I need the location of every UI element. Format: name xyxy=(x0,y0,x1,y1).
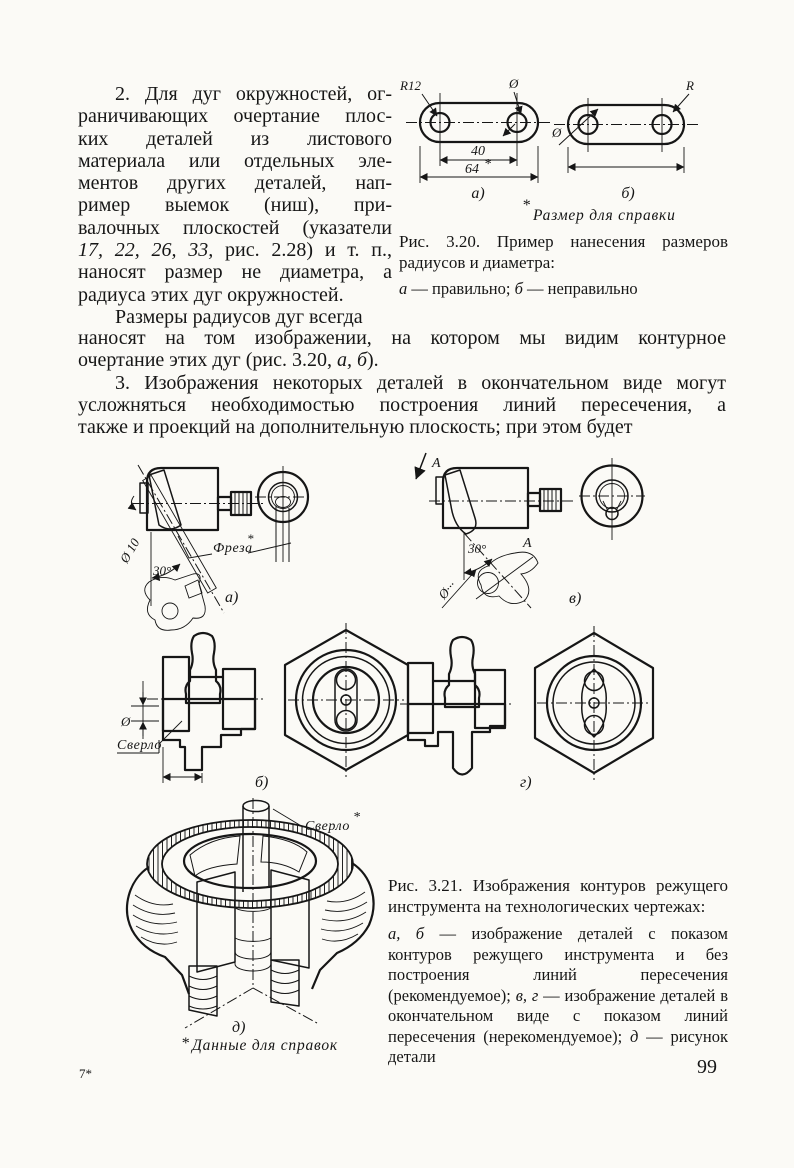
reference-note xyxy=(522,197,676,224)
legend-text: — изображение деталей в окончательном виде с показом линий пересечения (нерекомендуемое); xyxy=(388,985,728,1046)
body-line-rest: рис. 2.28) и т. п., xyxy=(213,239,392,262)
diameter-10-label: Ø 10 xyxy=(116,535,143,566)
legend-key-d: д xyxy=(630,1026,639,1046)
body-line-pre: очертание этих дуг (рис. 3.20, xyxy=(78,349,337,372)
plate-a-drawing xyxy=(399,76,552,202)
page-number: 99 xyxy=(697,1056,717,1078)
legend-key-vg: в, г xyxy=(515,985,539,1005)
dimension-40: 40 xyxy=(471,144,485,159)
body-line: 2. Для дуг окружностей, ог- xyxy=(115,83,392,105)
subfigure-d-3d-drawing xyxy=(127,798,373,1054)
paragraph-column xyxy=(78,83,392,328)
note-reference-data: Данные для справок xyxy=(192,1037,338,1054)
body-line: усложняться необходимостью построения линий пересечения, а xyxy=(78,393,726,416)
body-line: радиуса этих дуг окружностей. xyxy=(78,283,344,306)
subfigure-label-d: д) xyxy=(232,1019,246,1036)
subfigure-label-b: б) xyxy=(621,185,635,202)
subfigure-label-b: б) xyxy=(255,774,269,791)
figure-3-21-caption xyxy=(388,876,728,1068)
radius-label-r: R xyxy=(686,78,694,93)
body-line: Размеры радиусов дуг всегда xyxy=(115,305,363,328)
note-reference-size: Размер для справки xyxy=(533,207,676,224)
body-line xyxy=(78,239,392,261)
figure-pointers: 17, 22, 26, 33, xyxy=(78,239,214,262)
dimension-64: 64 xyxy=(465,162,479,177)
note-asterisk: * xyxy=(181,1035,189,1052)
legend-text: — правильно; xyxy=(407,279,515,298)
diameter-symbol: Ø xyxy=(509,76,519,91)
angle-30-label: 30° xyxy=(468,541,487,556)
body-line: наносят на том изображении, на котором мы видим контурное xyxy=(78,327,726,349)
subfigure-label-a: а) xyxy=(225,589,239,606)
subfigure-label-a: а) xyxy=(471,185,485,202)
body-line: материала или отдельных эле- xyxy=(78,149,392,172)
cutter-asterisk: * xyxy=(247,531,254,546)
legend-text: — рисунок детали xyxy=(388,1026,728,1066)
body-line: раничивающих очертание плос- xyxy=(78,105,392,128)
drill-label: Сверло xyxy=(117,738,162,753)
body-line-post: ). xyxy=(367,349,379,372)
caption-head: Рис. 3.21. Изображения контуров режущего инструмента на технологических чертежах: xyxy=(388,876,728,916)
figure-pointers: а, б xyxy=(336,349,368,372)
legend-text: — неправильно xyxy=(522,279,638,298)
caption-legend xyxy=(399,279,728,300)
figure-3-20-caption xyxy=(399,232,728,300)
legend-key-ab: а, б xyxy=(388,924,425,943)
diameter-symbol: Ø xyxy=(121,714,131,729)
subfigure-label-g: г) xyxy=(520,774,532,791)
diameter-dots-label: Ø··· xyxy=(435,577,460,603)
body-line: наносят размер не диаметра, а xyxy=(78,261,392,284)
body-line: 3. Изображения некоторых деталей в окончательном виде могут xyxy=(115,371,726,394)
plate-b-drawing xyxy=(551,78,698,202)
body-line: ример выемок (ниш), при- xyxy=(78,194,392,217)
subfigure-label-v: в) xyxy=(569,590,582,607)
signature-mark: 7* xyxy=(79,1066,92,1081)
reference-asterisk: * xyxy=(484,157,491,172)
body-line: ментов других деталей, нап- xyxy=(78,172,392,195)
drill-asterisk: * xyxy=(353,810,360,825)
angle-30-label: 30° xyxy=(153,563,172,578)
body-line: также и проекций на дополнительную плоскость; при этом будет xyxy=(78,416,633,439)
caption-legend xyxy=(388,924,728,1068)
subfigure-g-drawing xyxy=(400,626,653,791)
view-a-label: A xyxy=(523,536,532,551)
drill-label: Сверло xyxy=(305,819,350,834)
subfigure-v-drawing xyxy=(416,453,645,608)
caption-line: радиусов и диаметра: xyxy=(399,252,555,272)
caption-line: Рис. 3.20. Пример нанесения размеров xyxy=(399,232,728,251)
figure-3-20-drawing xyxy=(392,74,732,226)
body-line: валочных плоскостей (указатели xyxy=(78,216,392,239)
note-asterisk: * xyxy=(522,197,530,214)
paragraph-fullwidth xyxy=(78,327,726,438)
subfigure-b-drawing xyxy=(117,623,408,791)
legend-key-b: б xyxy=(514,279,523,298)
view-arrow-label: A xyxy=(432,456,441,471)
radius-label-r12: R12 xyxy=(400,78,421,93)
body-line xyxy=(78,349,726,371)
diameter-symbol: Ø xyxy=(552,125,562,140)
legend-key-a: а xyxy=(399,279,408,298)
subfigure-a-drawing xyxy=(116,465,311,630)
cutter-label: Фреза xyxy=(213,541,253,556)
body-line: ких деталей из листового xyxy=(78,127,392,150)
legend-text: — изображение деталей с показом контуров режущего инструмента и без построения линий пересечения (рекомендуемое); xyxy=(388,924,728,1005)
